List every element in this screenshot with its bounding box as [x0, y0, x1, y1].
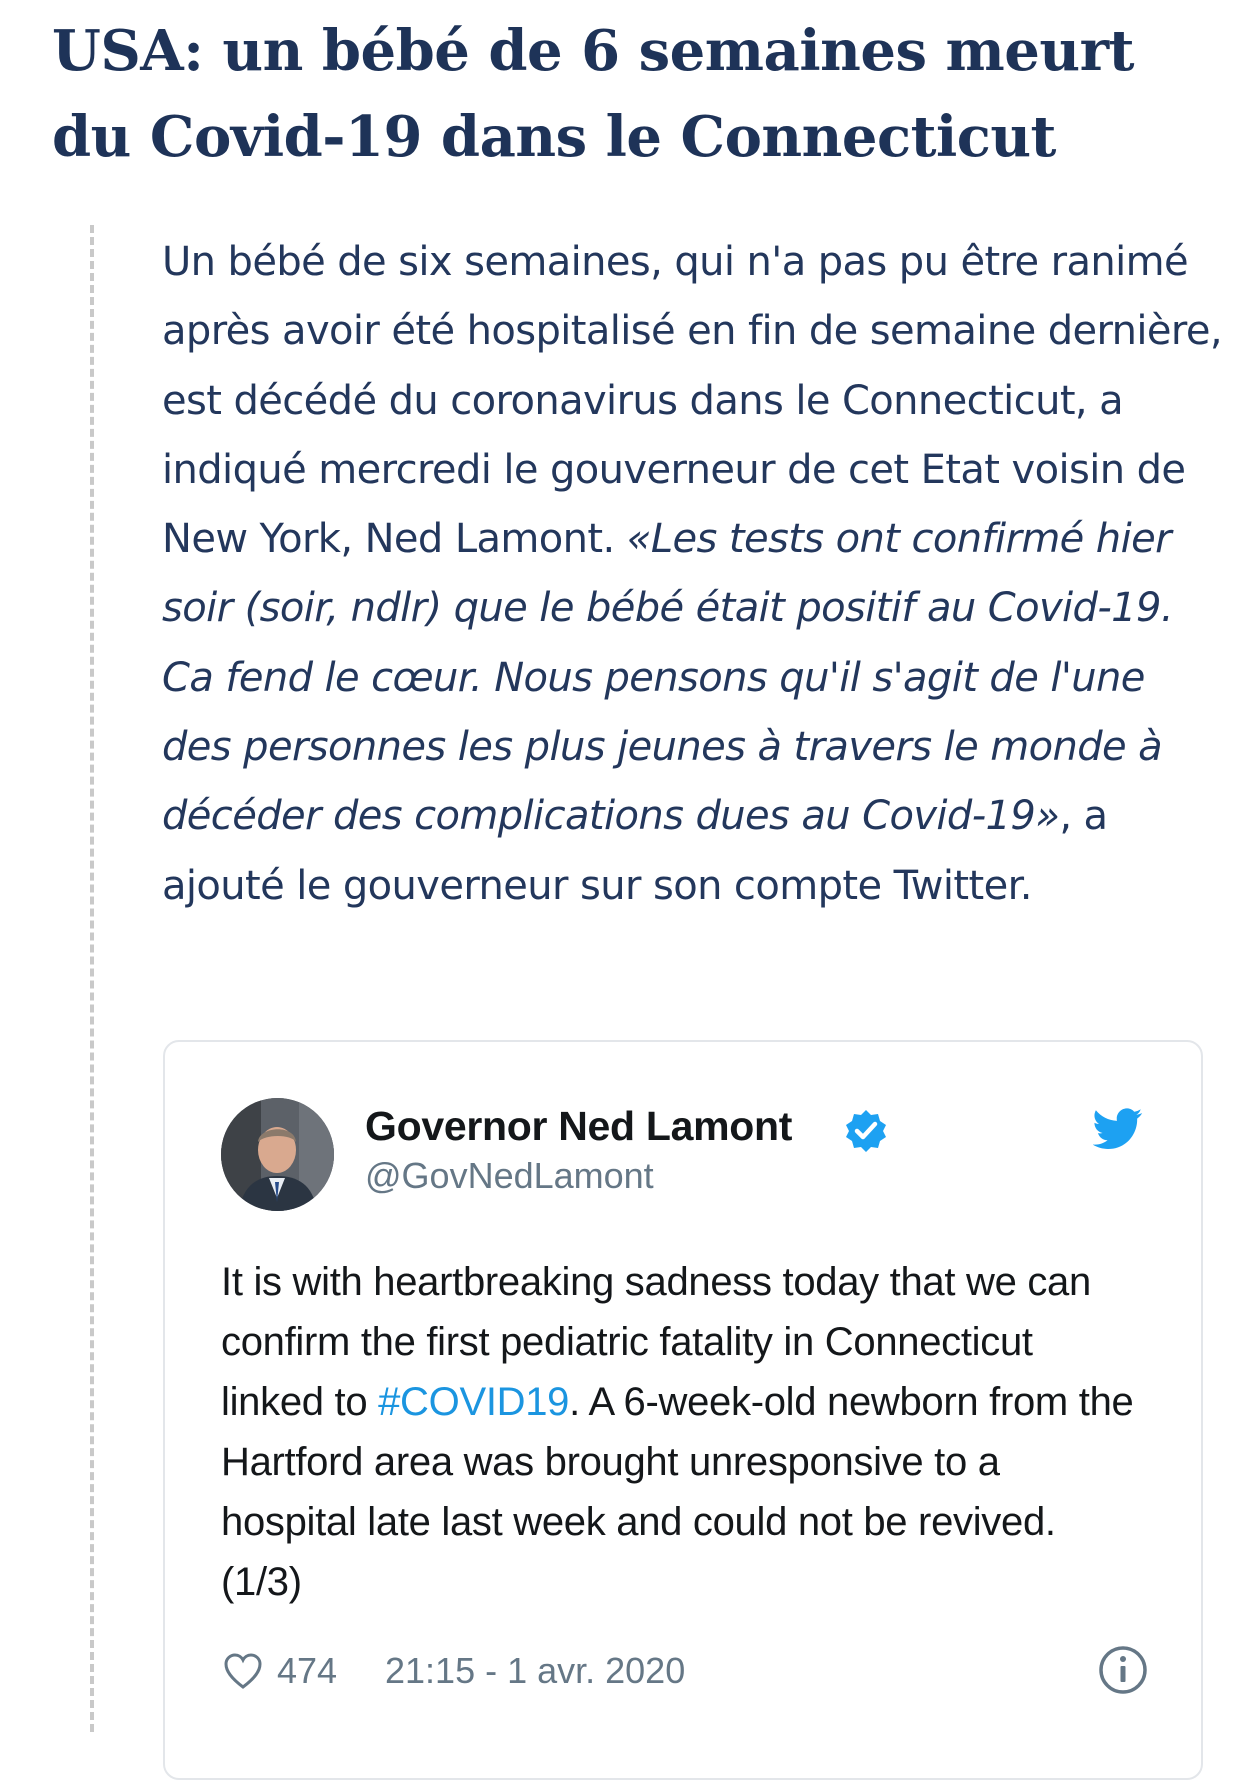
- avatar[interactable]: [221, 1098, 334, 1211]
- article-body-tail: , a ajouté le gouverneur sur son compte Twitter.: [162, 793, 1108, 909]
- article-headline: USA: un bébé de 6 semaines meurt du Covid-19 dans le Connecticut: [52, 18, 1134, 170]
- tweet-text-before: It is with heartbreaking sadness today that we can confirm the first pediatric fatality in Connecticut linked to: [221, 1260, 1091, 1424]
- blockquote-rule: [90, 225, 94, 1732]
- tweet-footer: [223, 1646, 1149, 1702]
- twitter-bird-icon[interactable]: [1093, 1108, 1143, 1150]
- tweet-text-after: . A 6-week-old newborn from the Hartford area was brought unresponsive to a hospital late last week and could not be revived. (1/3): [221, 1380, 1134, 1604]
- avatar-photo-icon: [221, 1098, 334, 1211]
- tweet-text: [221, 1252, 1141, 1612]
- embedded-tweet[interactable]: [163, 1040, 1203, 1780]
- article-body-text: Un bébé de six semaines, qui n'a pas pu être ranimé après avoir été hospitalisé en fin de semaine dernière, est décédé du coronavirus dans le Connecticut, a indiqué mercredi le gouverneur de cet Etat voisin de New York, Ned Lamont.: [162, 239, 1223, 563]
- verified-badge-icon: [843, 1108, 889, 1154]
- tweet-timestamp[interactable]: 21:15 - 1 avr. 2020: [385, 1650, 686, 1691]
- like-count[interactable]: 474: [277, 1650, 338, 1691]
- article-body: [162, 228, 1222, 921]
- tweet-author-handle[interactable]: @GovNedLamont: [365, 1155, 654, 1196]
- heart-icon[interactable]: [223, 1652, 263, 1690]
- tweet-author-name[interactable]: Governor Ned Lamont: [365, 1103, 793, 1149]
- article-quote: «Les tests ont confirmé hier soir (soir, ndlr) que le bébé était positif au Covid-19. Ca fend le cœur. Nous pensons qu'il s'agit de l'une des personnes les plus jeunes à travers le monde à décéder des complications dues au Covid-19»: [162, 516, 1173, 840]
- info-icon[interactable]: [1097, 1644, 1149, 1696]
- tweet-hashtag-link[interactable]: #COVID19: [378, 1380, 570, 1424]
